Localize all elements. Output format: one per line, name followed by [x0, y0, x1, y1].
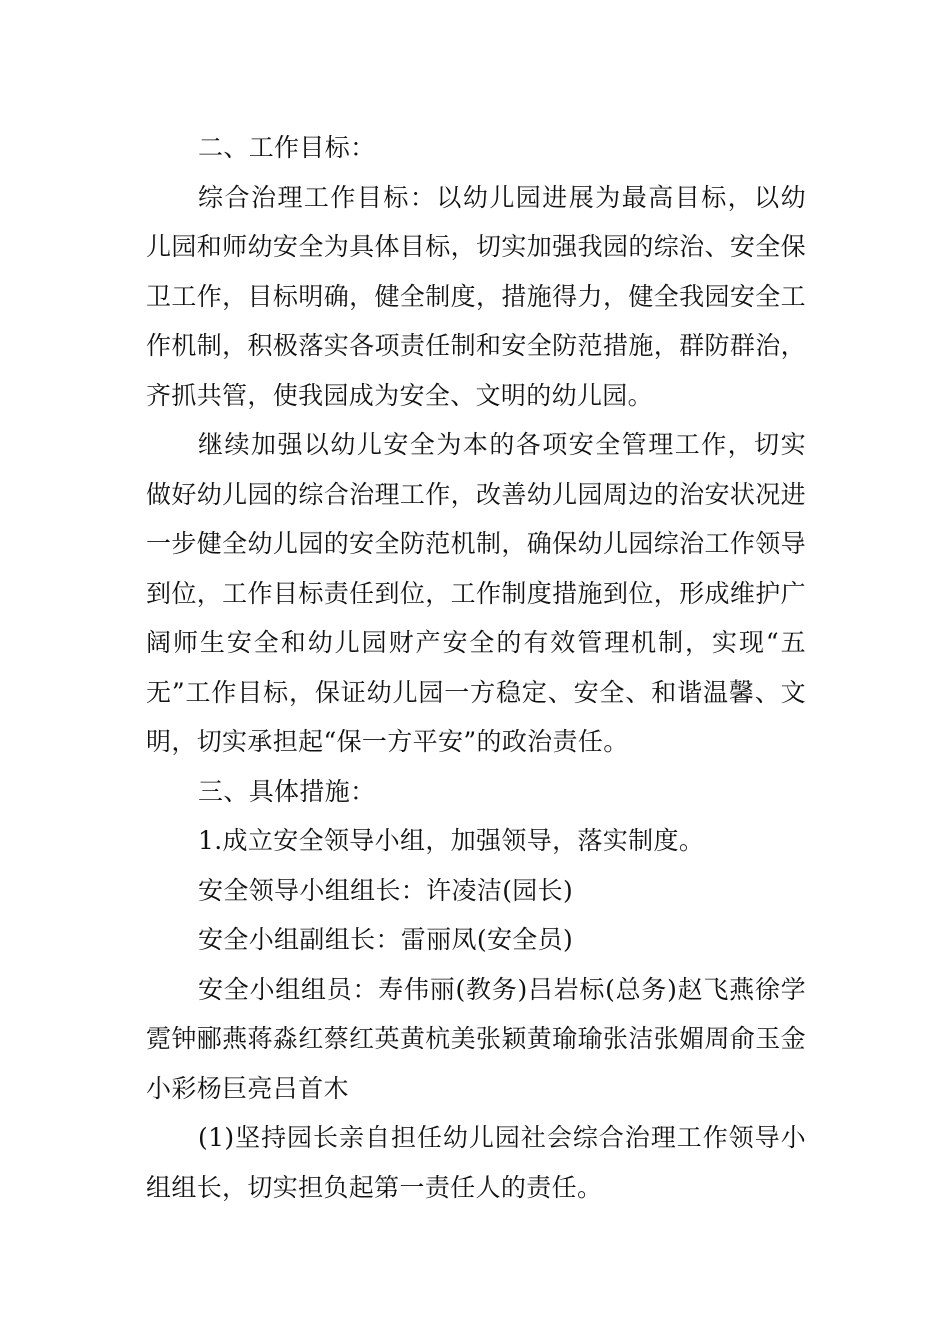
- group-leader-line: 安全领导小组组长：许凌洁(园长): [198, 875, 574, 905]
- paragraph-comprehensive-goal: 综合治理工作目标：以幼儿园进展为最高目标，以幼儿园和师幼安全为具体目标，切实加强我园的综治、安全保卫工作，目标明确，健全制度，措施得力，健全我园安全工作机制，积极落实各项责任制和安全防范措施，群防群治，齐抓共管，使我园成为安全、文明的幼儿园。: [146, 182, 806, 410]
- group-deputy-leader-line: 安全小组副组长：雷丽凤(安全员): [198, 925, 574, 954]
- paragraph-safety-management: 继续加强以幼儿安全为本的各项安全管理工作，切实做好幼儿园的综合治理工作，改善幼儿园周边的治安状况进一步健全幼儿园的安全防范机制，确保幼儿园综治工作领导到位，工作目标责任到位，工作制度措施到位，形成维护广阔师生安全和幼儿园财产安全的有效管理机制，实现“五无”工作目标，保证幼儿园一方稳定、安全、和谐温馨、文明，切实承担起“保一方平安”的政治责任。: [146, 430, 806, 756]
- document-body: [146, 123, 806, 1212]
- measure-item-1: 1.成立安全领导小组，加强领导，落实制度。: [198, 826, 705, 855]
- heading-work-goals: 二、工作目标：: [198, 133, 376, 162]
- heading-specific-measures: 三、具体措施：: [198, 776, 376, 806]
- group-members-line: 安全小组组员：寿伟丽(教务)吕岩标(总务)赵飞燕徐学霓钟郦燕蒋淼红蔡红英黄杭美张颖黄瑜瑜张洁张媚周俞玉金小彩杨巨亮吕首木: [146, 974, 806, 1103]
- measure-subitem-1: (1)坚持园长亲自担任幼儿园社会综合治理工作领导小组组长，切实担负起第一责任人的责任。: [146, 1123, 806, 1202]
